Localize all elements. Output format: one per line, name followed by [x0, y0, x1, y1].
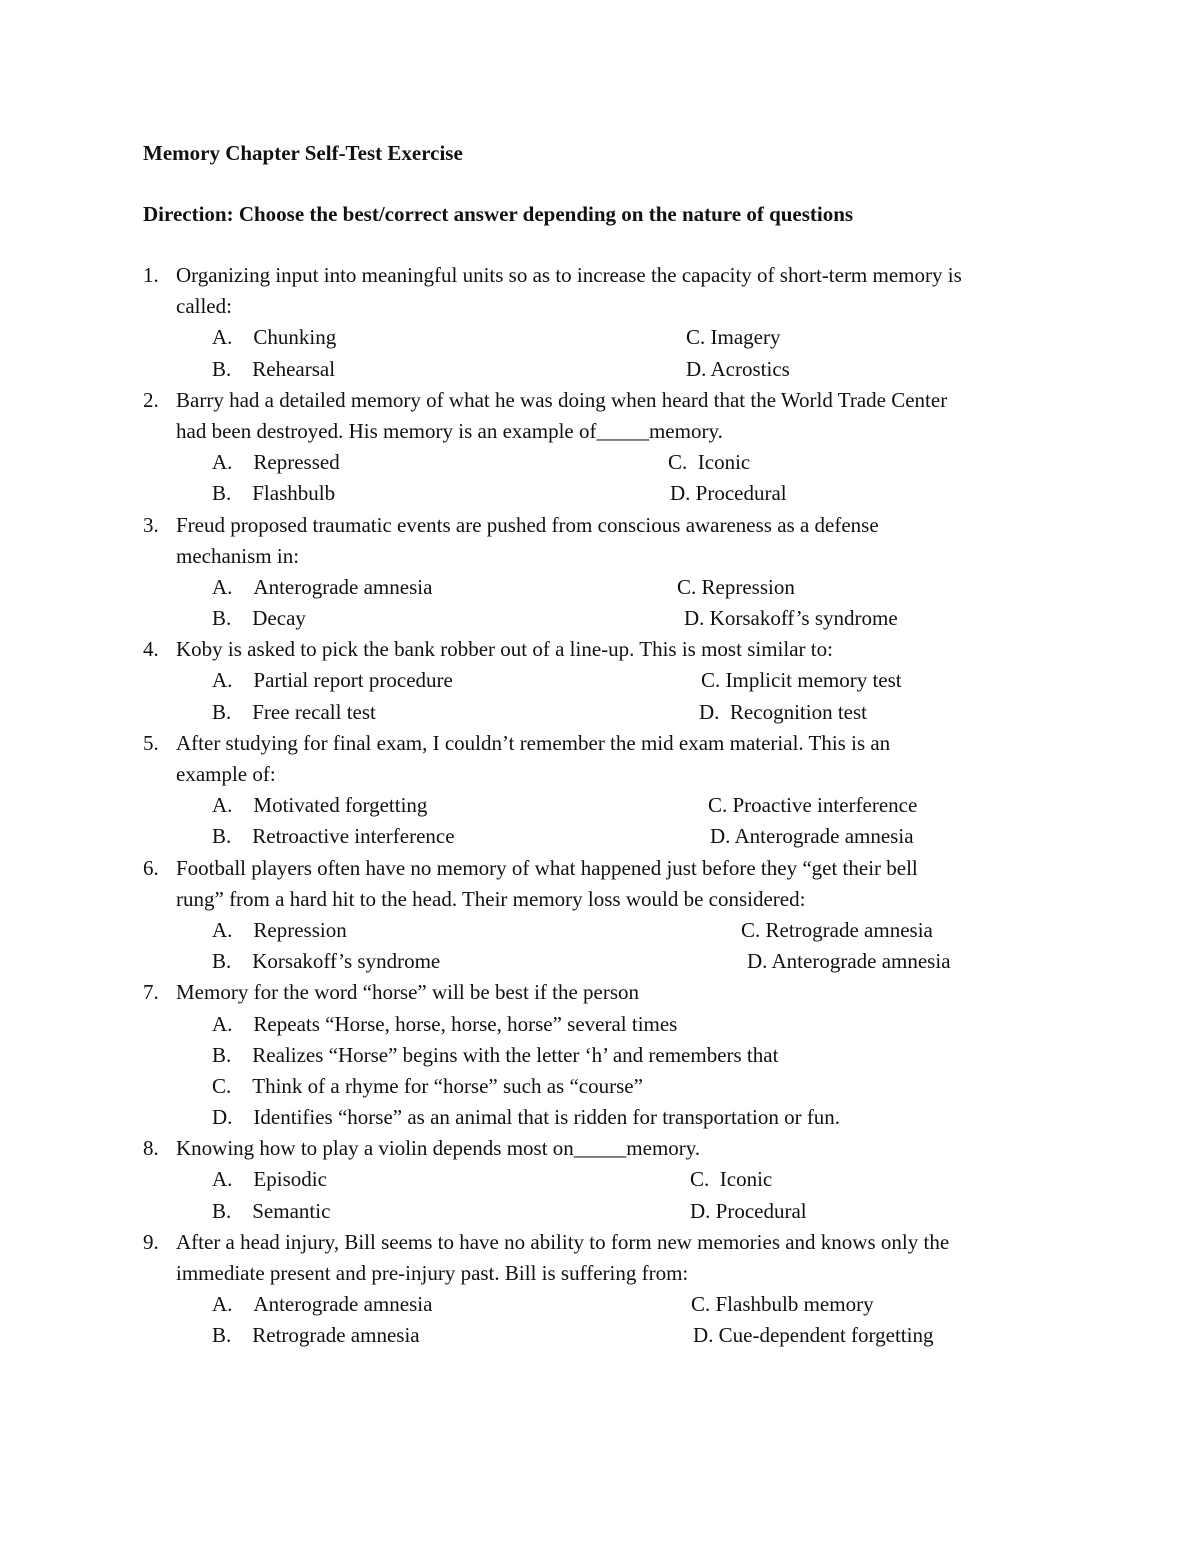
question-4: [0, 634, 1200, 728]
option-b: B. Korsakoff’s syndrome: [212, 949, 441, 974]
question-5: [0, 728, 1200, 853]
option-c: C. Iconic: [668, 450, 751, 475]
option-a: A. Chunking: [212, 325, 337, 350]
question-text: Barry had a detailed memory of what he was doing when heard that the World Trade Center: [176, 387, 948, 412]
question-text: Organizing input into meaningful units so as to increase the capacity of short-term memory is: [176, 263, 962, 287]
option-a: A. Motivated forgetting: [212, 793, 428, 818]
question-text: Football players often have no memory of what happened just before they “get their bell: [176, 855, 918, 880]
option-b: B. Retrograde amnesia: [212, 1323, 420, 1348]
document-title: Memory Chapter Self-Test Exercise: [143, 141, 463, 165]
question-6: [0, 853, 1200, 978]
question-text: example of:: [176, 762, 276, 786]
question-number: 8.: [143, 1136, 159, 1161]
option-d: D. Korsakoff’s syndrome: [684, 606, 898, 631]
question-7: [0, 977, 1200, 1133]
question-number: 1.: [143, 263, 159, 287]
option-d: D. Procedural: [670, 481, 787, 506]
question-number: 2.: [143, 387, 159, 412]
option-b: B. Realizes “Horse” begins with the letter ‘h’ and remembers that: [212, 1042, 779, 1067]
option-b: B. Semantic: [212, 1198, 331, 1223]
question-3: [0, 510, 1200, 635]
option-c: C. Iconic: [690, 1167, 773, 1192]
option-b: B. Decay: [212, 606, 306, 631]
option-d: D. Recognition test: [699, 699, 867, 724]
option-c: C. Repression: [677, 574, 795, 599]
question-number: 9.: [143, 1229, 159, 1254]
option-d: D. Cue-dependent forgetting: [693, 1323, 934, 1348]
question-text: rung” from a hard hit to the head. Their memory loss would be considered:: [176, 886, 806, 911]
option-a: A. Repressed: [212, 450, 340, 475]
question-text: Freud proposed traumatic events are pushed from conscious awareness as a defense: [176, 512, 879, 537]
question-text: had been destroyed. His memory is an example of_____memory.: [176, 418, 723, 443]
option-c: C. Retrograde amnesia: [741, 917, 933, 942]
question-2: [0, 385, 1200, 510]
question-text: immediate present and pre-injury past. Bill is suffering from:: [176, 1261, 689, 1285]
option-a: A. Episodic: [212, 1167, 327, 1192]
question-text: Koby is asked to pick the bank robber out of a line-up. This is most similar to:: [176, 637, 833, 662]
option-d: D. Identifies “horse” as an animal that is ridden for transportation or fun.: [212, 1105, 841, 1130]
question-text: After studying for final exam, I couldn’t remember the mid exam material. This is an: [176, 730, 891, 755]
question-text: called:: [176, 294, 232, 319]
option-a: A. Anterograde amnesia: [212, 574, 433, 599]
option-b: B. Flashbulb: [212, 481, 336, 506]
option-a: A. Anterograde amnesia: [212, 1292, 433, 1317]
option-a: A. Repression: [212, 917, 347, 942]
question-number: 3.: [143, 512, 159, 537]
option-a: A. Partial report procedure: [212, 668, 453, 693]
question-text: Knowing how to play a violin depends most on_____memory.: [176, 1136, 701, 1161]
option-c: C. Proactive interference: [708, 793, 918, 818]
option-b: B. Free recall test: [212, 699, 376, 724]
option-d: D. Procedural: [690, 1198, 807, 1223]
question-number: 7.: [143, 980, 159, 1005]
option-c: C. Implicit memory test: [701, 668, 902, 693]
option-c: C. Think of a rhyme for “horse” such as “course”: [212, 1073, 643, 1098]
question-text: mechanism in:: [176, 543, 300, 568]
direction-text: Direction: Choose the best/correct answer depending on the nature of questions: [143, 202, 854, 226]
question-list: [0, 260, 1200, 1352]
question-1: [0, 260, 1200, 385]
question-number: 6.: [143, 855, 159, 880]
question-text: Memory for the word “horse” will be best if the person: [176, 980, 640, 1005]
option-d: D. Anterograde amnesia: [710, 824, 914, 849]
question-9: [0, 1227, 1200, 1352]
option-c: C. Imagery: [686, 325, 781, 350]
option-b: B. Retroactive interference: [212, 824, 455, 849]
question-8: [0, 1133, 1200, 1227]
question-number: 5.: [143, 730, 159, 755]
option-a: A. Repeats “Horse, horse, horse, horse” several times: [212, 1011, 678, 1036]
question-text: After a head injury, Bill seems to have no ability to form new memories and knows only the: [176, 1229, 950, 1254]
option-b: B. Rehearsal: [212, 356, 336, 381]
question-number: 4.: [143, 637, 159, 662]
option-d: D. Acrostics: [686, 356, 790, 381]
option-d: D. Anterograde amnesia: [747, 949, 951, 974]
option-c: C. Flashbulb memory: [691, 1292, 874, 1317]
